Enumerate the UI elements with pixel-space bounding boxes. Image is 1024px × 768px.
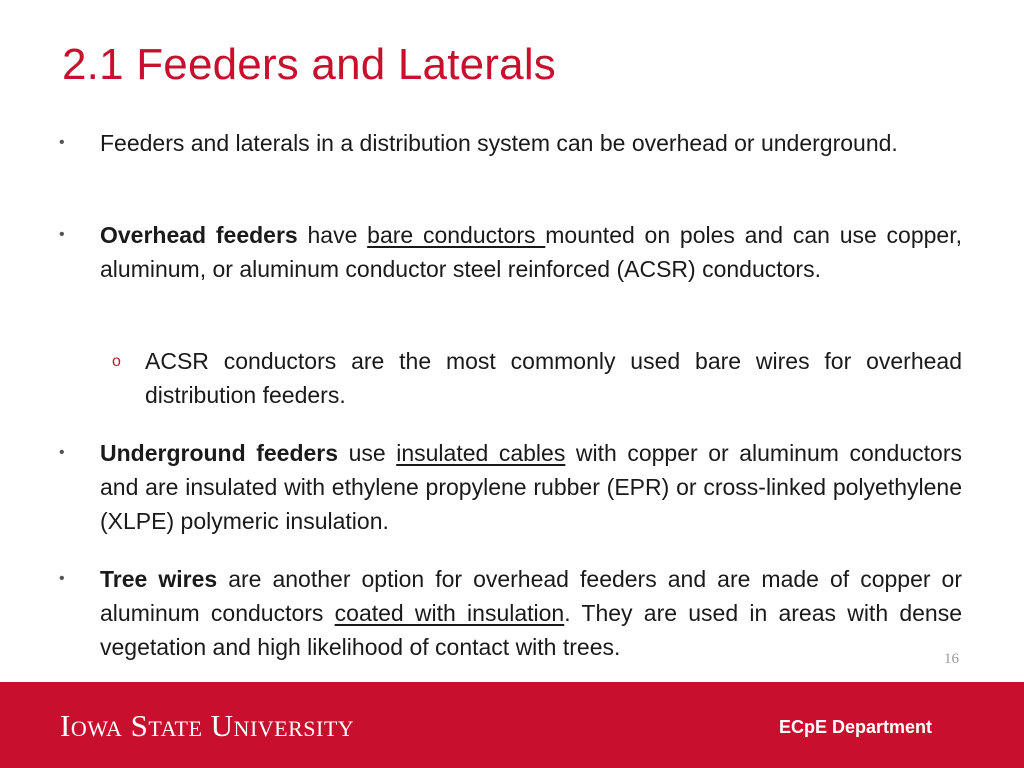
text-segment: with copper or aluminum conductors and are insulated with ethylene propylene rubber (EPR) or cross-linked polyethylene (XLPE) polymeric insulation. — [100, 440, 962, 534]
sub-bullet-text — [145, 344, 962, 412]
bullet-item-2 — [59, 218, 963, 286]
bullet-item-4 — [59, 562, 962, 664]
footer-bar — [0, 682, 1024, 768]
page-title: 2.1 Feeders and Laterals — [62, 40, 556, 89]
text-segment-bold: Tree wires — [100, 566, 218, 592]
text-segment-bold: Overhead feeders — [100, 222, 298, 248]
text-segment: use — [338, 440, 397, 466]
bullet-icon: • — [59, 570, 65, 587]
text-segment-underline: coated with insulation — [334, 600, 565, 626]
sub-bullet-item-1 — [112, 344, 962, 412]
text-segment-underline: insulated cables — [396, 440, 566, 466]
bullet-icon: • — [59, 226, 65, 243]
bullet-icon: • — [59, 134, 65, 151]
text-segment: have — [297, 222, 368, 248]
page-number: 16 — [944, 651, 959, 667]
bullet-icon: • — [59, 444, 65, 461]
bullet-item-1 — [59, 126, 962, 160]
bullet-text — [100, 436, 962, 538]
sub-bullet-icon: o — [112, 353, 121, 370]
text-segment-bold: Underground feeders — [100, 440, 339, 466]
text-segment-underline: bare conductors — [367, 222, 546, 248]
text-segment: mounted on poles and can use copper, aluminum, or aluminum conductor steel reinforced (ACSR) conductors. — [100, 222, 963, 282]
text-segment: Feeders and laterals in a distribution system can be overhead or underground. — [100, 130, 898, 156]
bullet-text — [100, 562, 962, 664]
text-segment: ACSR conductors are the most commonly used bare wires for overhead distribution feeders. — [145, 348, 962, 408]
bullet-text — [100, 218, 962, 286]
bullet-item-3 — [59, 436, 962, 538]
text-segment: . They are used in areas with dense vegetation and high likelihood of contact with trees. — [100, 600, 962, 660]
university-logo: Iowa State University — [60, 708, 355, 743]
department-label: ECpE Department — [779, 717, 933, 737]
bullet-text — [100, 126, 962, 160]
text-segment: are another option for overhead feeders and are made of copper or aluminum conductors — [100, 566, 962, 626]
